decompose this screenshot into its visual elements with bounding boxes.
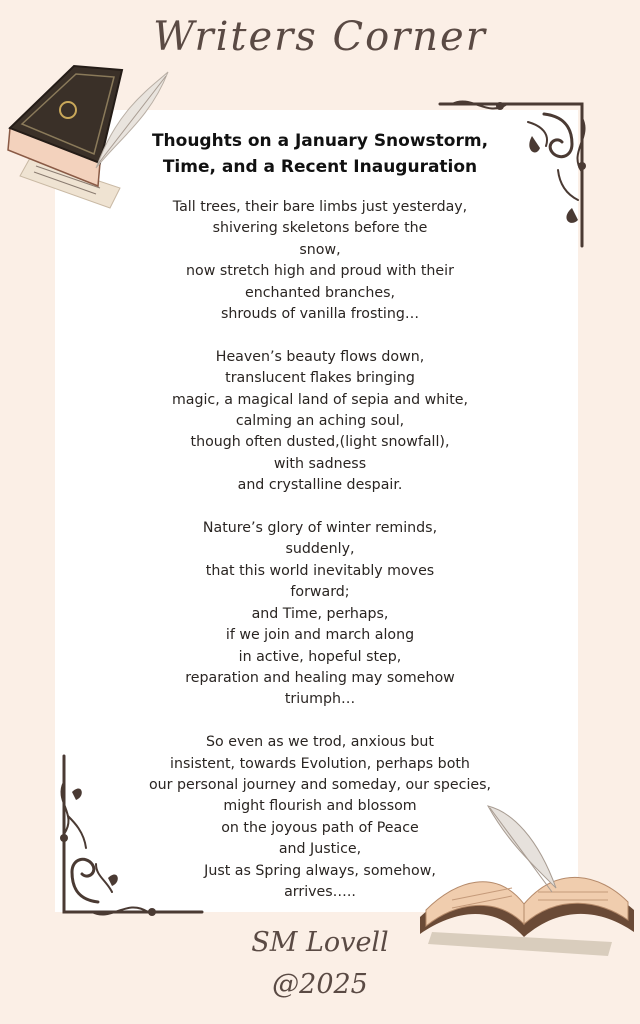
poem-line: forward;: [290, 584, 350, 601]
poem-line: calming an aching soul,: [235, 413, 405, 430]
poem-line: on the joyous path of Peace: [221, 819, 419, 836]
poem-line: magic, a magical land of sepia and white,: [171, 391, 469, 408]
poem-line: arrives…..: [284, 883, 356, 900]
poem-line: Nature’s glory of winter reminds,: [202, 520, 438, 537]
poem-line: Tall trees, their bare limbs just yesterday,: [172, 199, 468, 215]
poem-title: [110, 128, 530, 180]
poem-line: in active, hopeful step,: [238, 648, 402, 665]
poem-line: translucent flakes bringing: [225, 370, 415, 387]
stanza-1: [100, 197, 540, 325]
poem-line: snow,: [299, 241, 341, 258]
author-name: SM Lovell: [251, 927, 389, 958]
poem-line: our personal journey and someday, our species,: [148, 776, 492, 793]
stanza-3: [100, 518, 540, 711]
poem-line: might flourish and blossom: [223, 798, 417, 815]
poem-line: Heaven’s beauty flows down,: [215, 348, 425, 365]
poem-line: insistent, towards Evolution, perhaps both: [170, 755, 470, 772]
poem-line: now stretch high and proud with their: [186, 263, 454, 280]
signature-block: [0, 922, 640, 1006]
poem-line: reparation and healing may somehow: [185, 669, 455, 686]
poem-line: and crystalline despair.: [237, 477, 403, 494]
poem-body: [100, 197, 540, 925]
poem-title-line: Time, and a Recent Inauguration: [162, 157, 478, 177]
poem-line: shivering skeletons before the: [212, 220, 428, 237]
poem-line: though often dusted,(light snowfall),: [190, 434, 450, 451]
poem-title-line: Thoughts on a January Snowstorm,: [151, 131, 489, 151]
page-title: Writers Corner: [153, 14, 487, 60]
poem-line: and Justice,: [278, 841, 362, 858]
copyright-year: @2025: [272, 969, 368, 1000]
poem-line: triumph…: [284, 691, 356, 708]
poem-line: with sadness: [273, 455, 367, 472]
poem-line: if we join and march along: [225, 627, 415, 644]
poem-line: suddenly,: [285, 541, 355, 558]
poem-line: enchanted branches,: [245, 284, 395, 301]
poem-line: Just as Spring always, somehow,: [204, 862, 436, 879]
poem-line: that this world inevitably moves: [205, 562, 435, 579]
poem-line: So even as we trod, anxious but: [206, 734, 434, 751]
stanza-4: [100, 732, 540, 903]
stanza-2: [100, 347, 540, 497]
poem-line: and Time, perhaps,: [251, 605, 389, 622]
poem-line: shrouds of vanilla frosting…: [220, 306, 420, 323]
